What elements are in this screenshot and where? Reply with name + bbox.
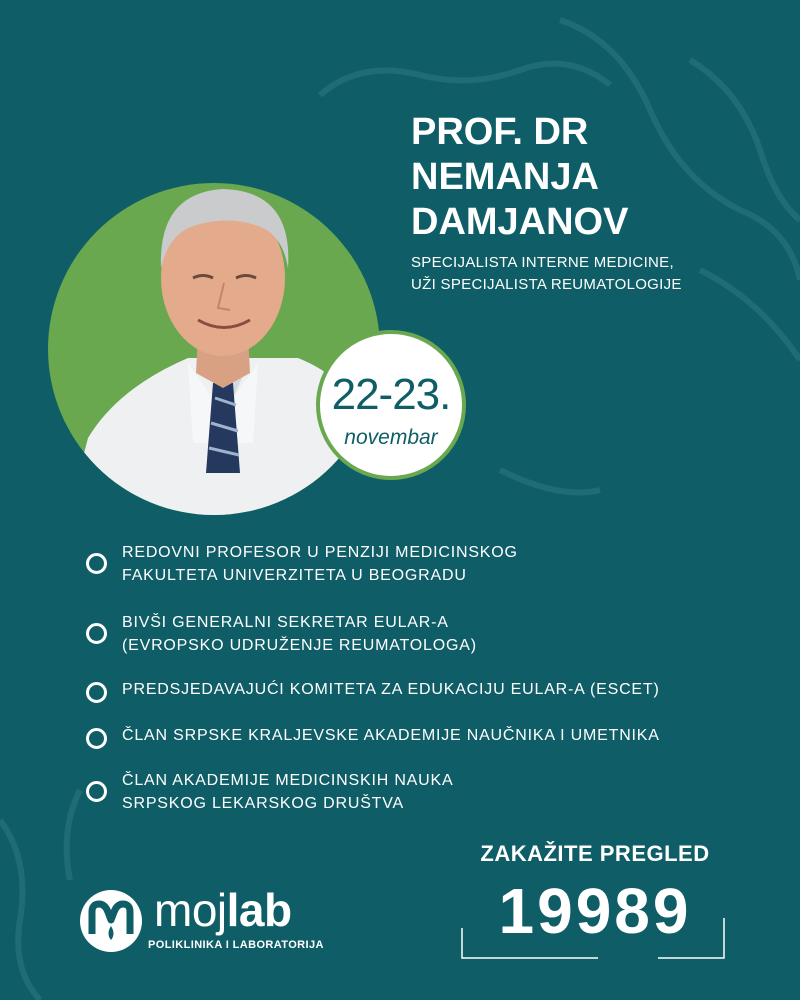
logo-word-bold: lab bbox=[226, 884, 292, 936]
logo-wordmark bbox=[154, 884, 292, 936]
mojlab-logo-icon bbox=[78, 888, 144, 954]
specialty-line: UŽI SPECIJALISTA REUMATOLOGIJE bbox=[411, 276, 682, 293]
circle-bullet-icon bbox=[86, 553, 107, 574]
credential-line: REDOVNI PROFESOR U PENZIJI MEDICINSKOG bbox=[122, 544, 518, 561]
credential-line: ČLAN SRPSKE KRALJEVSKE AKADEMIJE NAUČNIKA I UMETNIKA bbox=[122, 727, 660, 744]
cta-label: ZAKAŽITE PREGLED bbox=[480, 841, 710, 866]
specialty-line: SPECIJALISTA INTERNE MEDICINE, bbox=[411, 254, 674, 271]
date-days: 22-23. bbox=[331, 370, 451, 419]
credential-line: BIVŠI GENERALNI SEKRETAR EULAR-A bbox=[122, 614, 449, 631]
cta-phone-number[interactable]: 19989 bbox=[498, 875, 692, 947]
credential-line: (EVROPSKO UDRUŽENJE REUMATOLOGA) bbox=[122, 637, 477, 654]
date-badge bbox=[316, 330, 466, 480]
doctor-name-line: NEMANJA bbox=[411, 156, 599, 198]
logo-tagline: POLIKLINIKA I LABORATORIJA bbox=[148, 939, 324, 951]
circle-bullet-icon bbox=[86, 682, 107, 703]
circle-bullet-icon bbox=[86, 781, 107, 802]
credential-line: SRPSKOG LEKARSKOG DRUŠTVA bbox=[122, 795, 404, 812]
doctor-name bbox=[411, 110, 771, 245]
circle-bullet-icon bbox=[86, 728, 107, 749]
doctor-photo bbox=[48, 183, 380, 515]
cta-frame-ornament bbox=[458, 910, 728, 962]
doctor-name-line: PROF. DR bbox=[411, 111, 589, 153]
credential-line: FAKULTETA UNIVERZITETA U BEOGRADU bbox=[122, 567, 467, 584]
credential-line: PREDSJEDAVAJUĆI KOMITETA ZA EDUKACIJU EULAR-A (ESCET) bbox=[122, 681, 660, 698]
date-month: novembar bbox=[344, 426, 438, 449]
doctor-name-line: DAMJANOV bbox=[411, 201, 629, 243]
doctor-specialty bbox=[411, 252, 781, 296]
credential-line: ČLAN AKADEMIJE MEDICINSKIH NAUKA bbox=[122, 772, 454, 789]
doctor-portrait-image bbox=[48, 183, 380, 515]
logo-word-light: moj bbox=[154, 884, 227, 936]
circle-bullet-icon bbox=[86, 623, 107, 644]
